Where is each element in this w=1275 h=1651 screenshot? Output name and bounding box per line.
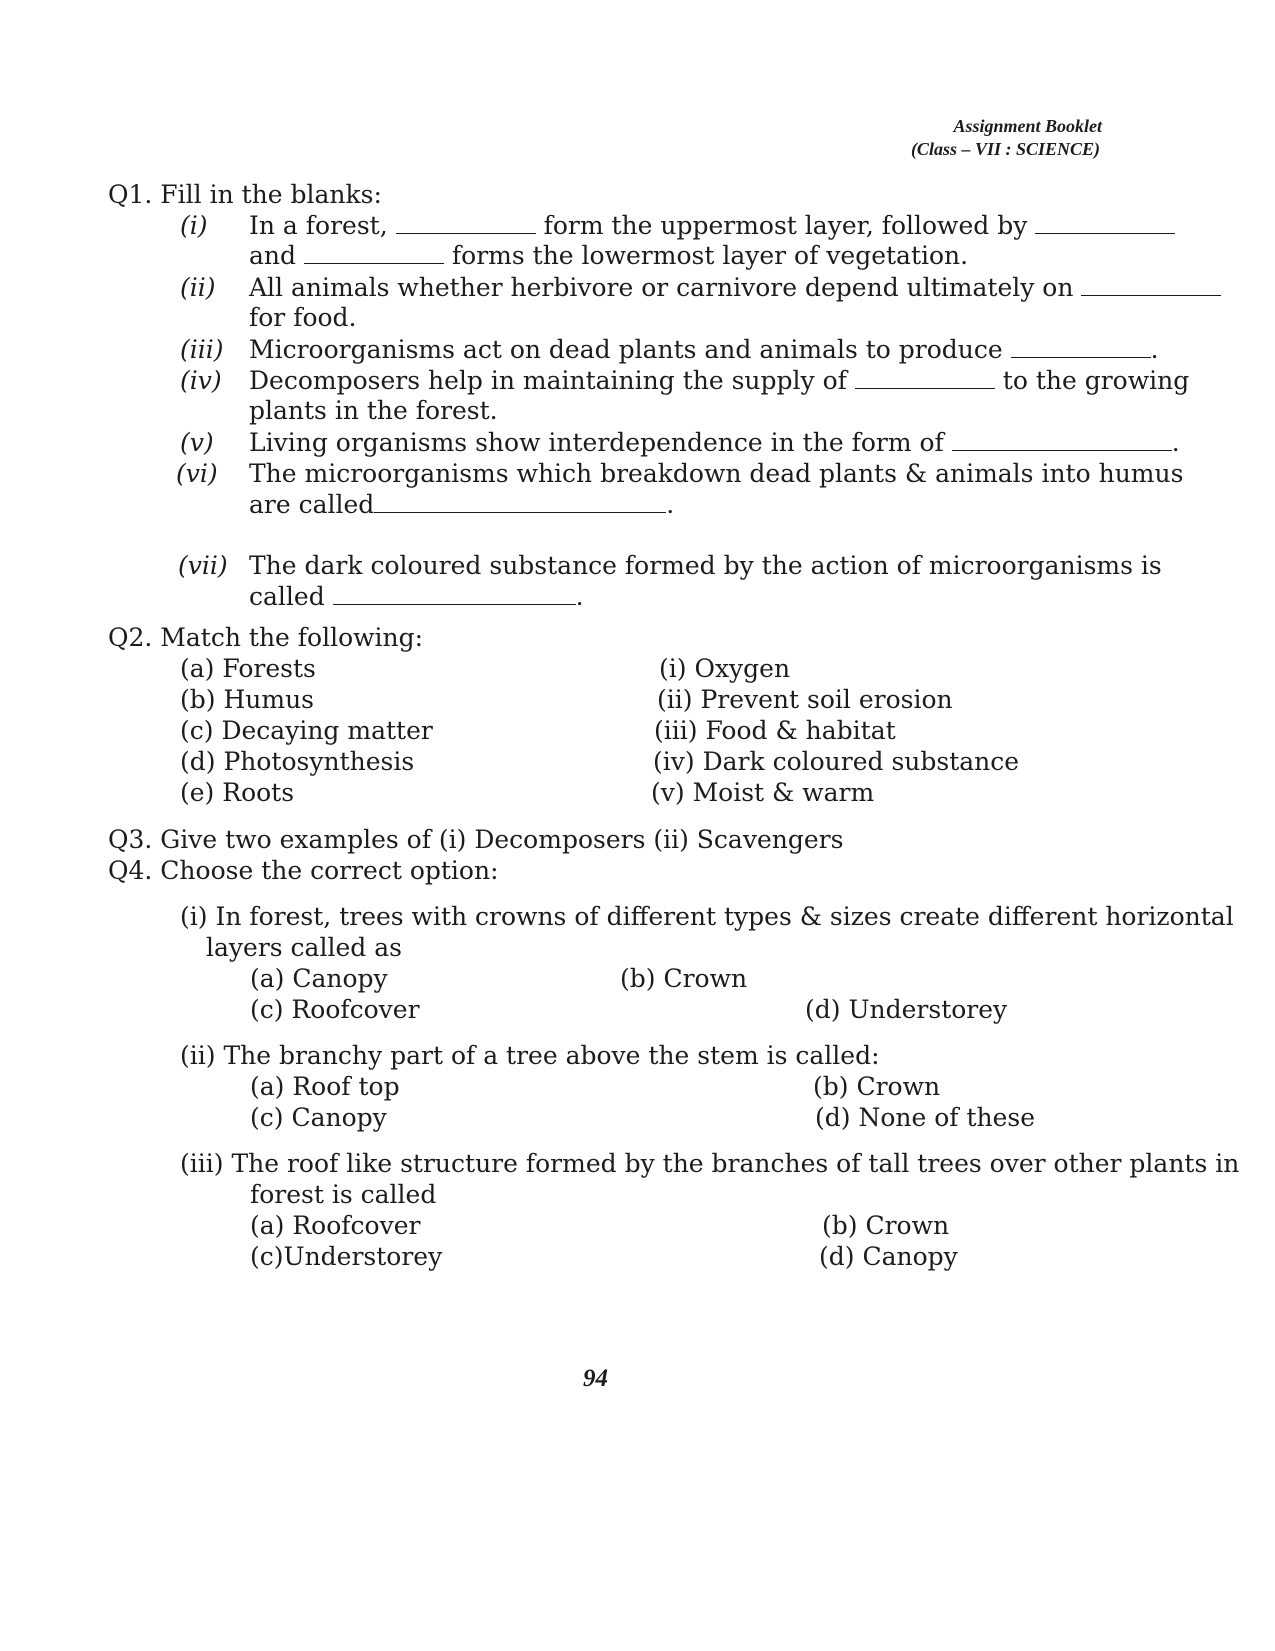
q1-ii-part-a: All animals whether herbivore or carnivore depend ultimately on bbox=[249, 273, 1074, 302]
match-right-item: (ii) Prevent soil erosion bbox=[657, 685, 953, 714]
match-left-item: (a) Forests bbox=[180, 654, 316, 683]
match-right-item: (i) Oxygen bbox=[659, 654, 791, 683]
q1-i-part-c: and bbox=[249, 241, 297, 270]
q1-i-part-a: In a forest, bbox=[249, 211, 388, 240]
page-number: 94 bbox=[583, 1365, 608, 1392]
q1-title: Q1. Fill in the blanks: bbox=[108, 180, 382, 209]
match-right-item: (iii) Food & habitat bbox=[654, 716, 896, 745]
option-c[interactable]: (c) Canopy bbox=[250, 1103, 387, 1132]
q1-item-number: (ii) bbox=[180, 273, 216, 302]
option-d[interactable]: (d) None of these bbox=[815, 1103, 1036, 1132]
q3-title: Q3. Give two examples of (i) Decomposers (ii) Scavengers bbox=[108, 825, 844, 854]
option-d[interactable]: (d) Canopy bbox=[819, 1242, 958, 1271]
option-a[interactable]: (a) Roofcover bbox=[250, 1211, 421, 1240]
q1-item-number: (iii) bbox=[180, 335, 224, 364]
option-c[interactable]: (c)Understorey bbox=[250, 1242, 443, 1271]
q1-iv-part-c: plants in the forest. bbox=[249, 396, 498, 425]
answer-blank[interactable] bbox=[855, 368, 995, 389]
q1-item-number: (vi) bbox=[176, 459, 218, 488]
option-c[interactable]: (c) Roofcover bbox=[250, 995, 420, 1024]
option-d[interactable]: (d) Understorey bbox=[805, 995, 1008, 1024]
match-left-item: (e) Roots bbox=[180, 778, 295, 807]
match-right-item: (v) Moist & warm bbox=[651, 778, 875, 807]
q1-vii-part-a: The dark coloured substance formed by the action of microorganisms is bbox=[249, 551, 1162, 580]
q1-item-v-text: Living organisms show interdependence in the form of . bbox=[249, 428, 1180, 457]
q1-item-number: (v) bbox=[180, 428, 214, 457]
q1-item-number: (vii) bbox=[178, 551, 228, 580]
option-b[interactable]: (b) Crown bbox=[813, 1072, 941, 1101]
q1-vi-part-a: The microorganisms which breakdown dead plants & animals into humus bbox=[249, 459, 1184, 488]
q1-i-part-d: forms the lowermost layer of vegetation. bbox=[451, 241, 969, 270]
option-a[interactable]: (a) Canopy bbox=[250, 964, 388, 993]
match-left-item: (c) Decaying matter bbox=[180, 716, 433, 745]
q1-vii-part-b: called bbox=[249, 582, 325, 611]
booklet-title: Assignment Booklet bbox=[953, 116, 1102, 136]
q1-vi-part-b: are called bbox=[249, 490, 375, 519]
q1-item-ii-text bbox=[249, 273, 1221, 303]
q1-item-number: (iv) bbox=[180, 366, 222, 395]
answer-blank[interactable] bbox=[1035, 213, 1175, 234]
answer-blank[interactable] bbox=[1011, 337, 1151, 358]
q1-item-vii-text-line2: called . bbox=[249, 582, 584, 611]
q4-question-text: layers called as bbox=[206, 933, 402, 962]
answer-blank[interactable] bbox=[952, 430, 1172, 451]
option-b[interactable]: (b) Crown bbox=[620, 964, 748, 993]
answer-blank[interactable] bbox=[396, 213, 536, 234]
q1-item-iii-text: Microorganisms act on dead plants and animals to produce . bbox=[249, 335, 1159, 364]
match-left-item: (b) Humus bbox=[180, 685, 314, 714]
answer-blank[interactable] bbox=[333, 584, 576, 605]
answer-blank[interactable] bbox=[374, 492, 666, 513]
class-subject-label: (Class – VII : SCIENCE) bbox=[910, 139, 1100, 159]
q4-question-text: (ii) The branchy part of a tree above the stem is called: bbox=[180, 1041, 880, 1070]
q4-question-text: (iii) The roof like structure formed by the branches of tall trees over other plants in bbox=[180, 1149, 1240, 1178]
q1-item-vi-text-line2: are called . bbox=[249, 490, 675, 519]
q1-i-part-b: form the uppermost layer, followed by bbox=[543, 211, 1028, 240]
q2-title: Q2. Match the following: bbox=[108, 623, 424, 652]
q1-item-number: (i) bbox=[180, 211, 208, 240]
q4-question-text: forest is called bbox=[250, 1180, 437, 1209]
q1-item-i-text-line2 bbox=[249, 241, 968, 271]
option-b[interactable]: (b) Crown bbox=[822, 1211, 950, 1240]
q1-iv-part-b: to the growing bbox=[1002, 366, 1190, 395]
q1-v-part-a: Living organisms show interdependence in the form of bbox=[249, 428, 944, 457]
option-a[interactable]: (a) Roof top bbox=[250, 1072, 400, 1101]
q1-item-iv-text bbox=[249, 366, 1189, 396]
q1-iv-part-a: Decomposers help in maintaining the supply of bbox=[249, 366, 847, 395]
match-right-item: (iv) Dark coloured substance bbox=[653, 747, 1020, 776]
answer-blank[interactable] bbox=[304, 243, 444, 264]
q1-item-i-text bbox=[249, 211, 1175, 241]
q1-ii-part-b: for food. bbox=[249, 303, 357, 332]
match-left-item: (d) Photosynthesis bbox=[180, 747, 415, 776]
answer-blank[interactable] bbox=[1081, 275, 1221, 296]
q4-question-text: (i) In forest, trees with crowns of different types & sizes create different horizontal bbox=[180, 902, 1234, 931]
q4-title: Q4. Choose the correct option: bbox=[108, 856, 499, 885]
q1-iii-part-a: Microorganisms act on dead plants and animals to produce bbox=[249, 335, 1003, 364]
